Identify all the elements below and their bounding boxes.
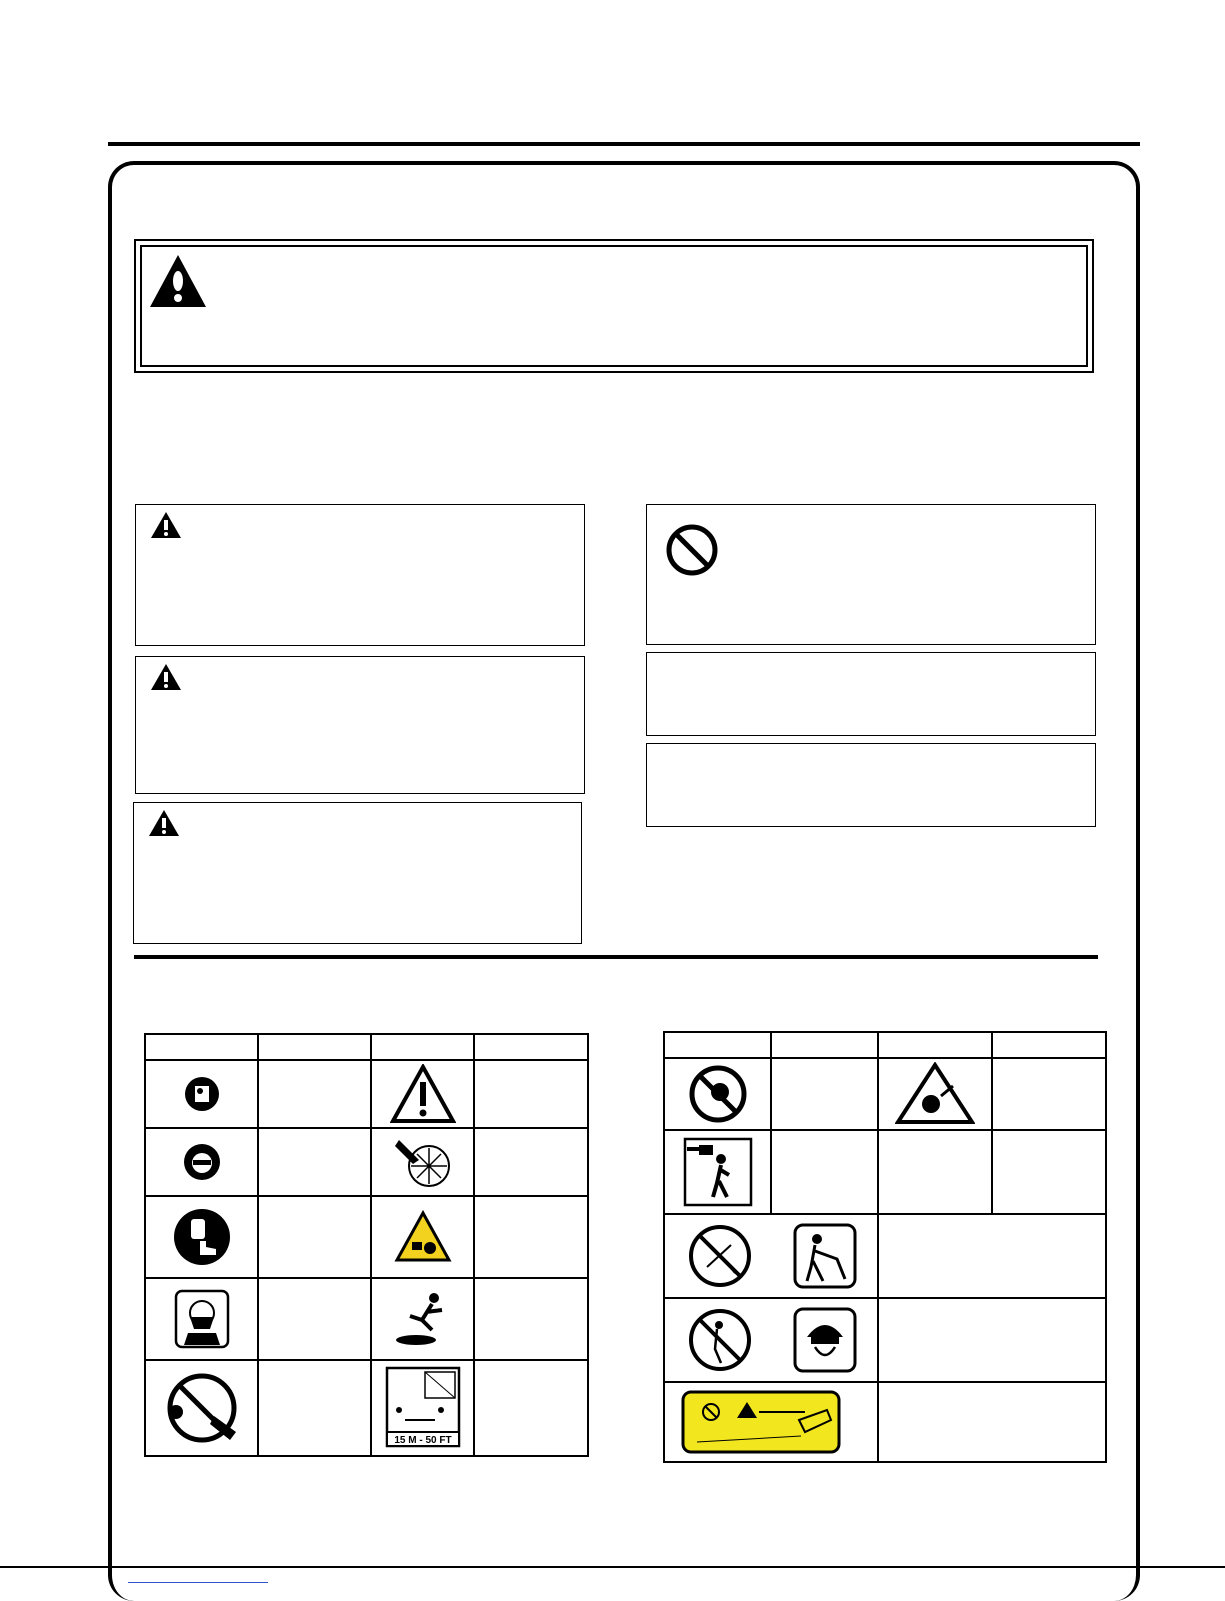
table-row [664, 1382, 1106, 1462]
warning-triangle-icon [150, 511, 182, 539]
symbol-table-left [144, 1033, 589, 1457]
table-row [145, 1128, 588, 1196]
table-header-row [664, 1032, 1106, 1058]
thrown-objects-icon [394, 1210, 452, 1264]
table-row [664, 1214, 1106, 1298]
no-one-hand-use-icon [687, 1223, 753, 1289]
warning-triangle-icon [150, 663, 182, 691]
slip-hazard-icon [392, 1290, 454, 1348]
footer-rule [0, 1566, 1225, 1568]
notice-box-2 [135, 656, 585, 794]
wear-helmet-goggles-icon [793, 1307, 857, 1373]
table-row [664, 1058, 1106, 1130]
read-manual-icon [183, 1075, 221, 1113]
hot-surface-person-icon [683, 1137, 753, 1207]
wear-eye-ear-protection-icon [182, 1142, 222, 1182]
note-box-2 [646, 743, 1096, 827]
rotating-blade-hand-icon [393, 1134, 453, 1190]
wear-dust-mask-icon [174, 1289, 230, 1349]
table-row [145, 1196, 588, 1278]
note-box-1 [646, 652, 1096, 736]
table-header-row [145, 1034, 588, 1060]
table-row [145, 1278, 588, 1360]
no-open-clothing-icon [687, 1307, 753, 1373]
no-metal-blade-icon [688, 1064, 748, 1124]
prohibition-circle-icon [665, 523, 719, 577]
warning-triangle-icon [390, 1064, 456, 1124]
notice-box-3 [133, 802, 582, 944]
blade-thrust-zone-label-icon [681, 1390, 841, 1454]
warning-banner-inner [140, 245, 1088, 367]
wear-gloves-boots-icon [172, 1207, 232, 1267]
keep-distance-icon [385, 1366, 461, 1450]
section-divider [134, 955, 1098, 959]
two-hand-use-icon [793, 1223, 857, 1289]
prohibition-notice-box [646, 504, 1096, 645]
header-rule [108, 142, 1140, 146]
table-row [664, 1130, 1106, 1214]
symbol-table-right [663, 1031, 1107, 1463]
notice-box-1 [135, 504, 585, 646]
no-fire-icon [162, 1370, 242, 1446]
table-row [145, 1360, 588, 1456]
footer-link-underline [128, 1582, 268, 1583]
table-row [145, 1060, 588, 1128]
table-row [664, 1298, 1106, 1382]
warning-triangle-icon [148, 809, 180, 837]
warning-triangle-icon [148, 253, 208, 309]
blade-thrust-warning-icon [895, 1062, 975, 1126]
svg-text:15 M - 50 FT: 15 M - 50 FT [393, 1435, 452, 1446]
